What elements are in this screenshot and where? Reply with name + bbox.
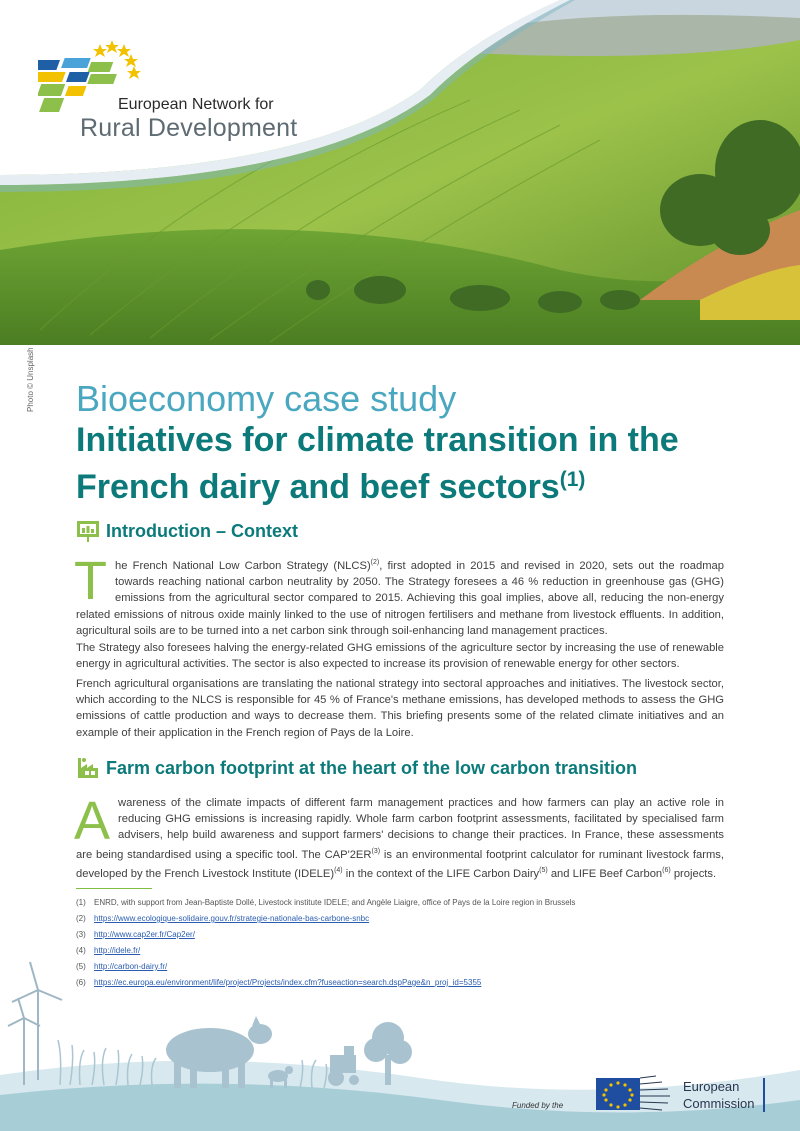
footnote-ref: (2) [370, 559, 380, 566]
footnote-number: (4) [76, 946, 86, 955]
paragraph-text: projects. [670, 867, 717, 880]
footnote-item [76, 911, 756, 927]
section-heading-introduction [76, 519, 298, 543]
ec-name-line2: Commission [683, 1096, 755, 1111]
footnote-link[interactable]: http://idele.fr/ [94, 946, 141, 955]
dropcap-letter: A [74, 791, 111, 851]
footnote-link[interactable]: http://www.cap2er.fr/Cap2er/ [94, 930, 195, 939]
document-kicker: Bioeconomy case study [76, 378, 457, 419]
section-heading-text: Farm carbon footprint at the heart of the low carbon transition [106, 757, 638, 778]
footnote-number: (3) [76, 930, 86, 939]
footnote-link[interactable]: http://carbon-dairy.fr/ [94, 962, 168, 971]
footnote-divider [76, 888, 152, 889]
enrd-name-line1: European Network for [118, 96, 274, 113]
enrd-mosaic-icon [38, 58, 117, 112]
footnote-ref: (4) [334, 866, 343, 874]
document-title [76, 420, 776, 507]
factory-icon [76, 756, 100, 780]
farm-paragraph-1 [74, 791, 724, 882]
footnote-link[interactable]: https://www.ecologique-solidaire.gouv.fr/strategie-nationale-bas-carbone-snbc [94, 914, 370, 923]
paragraph-text: and LIFE Beef Carbon [547, 867, 663, 880]
paragraph-text: , first adopted in 2015 and revised in 2020, sets out the roadmap towards reaching national carbon neutrality by 2050. The Strategy foresees a 46 % reduction in greenhouse gas (GHG) emissions from the agricultural sector compared to 2015. Achieving this goal implies, above all, reducing the non-energy related emissions of nitrous oxide mainly linked to the use of nitrogen fertilisers and methane from livestock effluents. In addition, agricultural soils are to be turned into a net carbon sink through soil-enhancing land management practices. [76, 560, 724, 637]
intro-paragraph-3: French agricultural organisations are translating the national strategy into sectoral approaches and initiatives. The livestock sector, which according to the NLCS is responsible for 45 % of France's methane emissions, has developed methods to assess the GHG emissions of cattle production and ways to decrease them. This briefing presents some of the related climate initiatives and an example of their application in the French region of Pays de la Loire. [76, 678, 724, 739]
presentation-board-icon [76, 519, 100, 543]
footnote-number: (1) [76, 898, 86, 907]
funded-by-text: Funded by the [512, 1101, 564, 1110]
dropcap-letter: T [74, 551, 107, 611]
footnote-text: ENRD, with support from Jean-Baptiste Dollé, Livestock institute IDELE; and Angèle Liaigre, office of Pays de la Loire region in Brussels [94, 898, 576, 907]
footnote-number: (5) [76, 962, 86, 971]
section-heading-farm-carbon [76, 756, 637, 780]
eu-stars-icon [93, 40, 141, 79]
footnote-ref: (5) [539, 866, 548, 874]
document-title-text: Initiatives for climate transition in the French dairy and beef sectors [76, 421, 679, 506]
footnote-item [76, 927, 756, 943]
paragraph-text: in the context of the LIFE Carbon Dairy [342, 867, 540, 880]
footnote-item [76, 943, 756, 959]
paragraph-text: wareness of the climate impacts of different farm management practices and how farmers can play an active role in reducing GHG emissions is increasing rapidly. Whole farm carbon footprint assessments, facilitated by specialised farm advisers, help build awareness and support farmers' decisions to change their practices. In France, these assessments are being standardised using a specific tool. The CAP'2ER [76, 797, 724, 861]
photo-credit: Photo © Unsplash [26, 347, 35, 412]
wind-turbine-icon [8, 962, 62, 1085]
footnote-ref: (6) [662, 866, 671, 874]
ec-name-line1: European [683, 1079, 740, 1094]
tractor-icon [328, 1046, 359, 1086]
section-heading-text: Introduction – Context [106, 520, 298, 541]
footnote-ref: (3) [371, 847, 381, 855]
berlaymont-building-icon [640, 1076, 670, 1110]
footnote-link[interactable]: https://ec.europa.eu/environment/life/project/Projects/index.cfm?fuseaction=search.dspPage&n_proj_id=5355 [94, 978, 482, 987]
footnote-item [76, 895, 756, 911]
footnote-number: (2) [76, 914, 86, 923]
intro-paragraph-1 [74, 551, 724, 639]
paragraph-text: is an environmental footprint calculator for ruminant livestock farms, developed by the French Livestock Institute (IDELE) [76, 848, 724, 880]
intro-paragraph-2: The Strategy also foresees halving the energy-related GHG emissions of the agriculture sector by increasing the use of renewable energy in agricultural activities. The sector is also expected to increase its provision of renewable energy for other sectors. [76, 642, 724, 671]
footnote-number: (6) [76, 978, 86, 987]
enrd-name-line2: Rural Development [80, 114, 298, 142]
paragraph-text: he French National Low Carbon Strategy (NLCS) [115, 560, 371, 572]
title-footnote-ref: (1) [559, 468, 586, 491]
